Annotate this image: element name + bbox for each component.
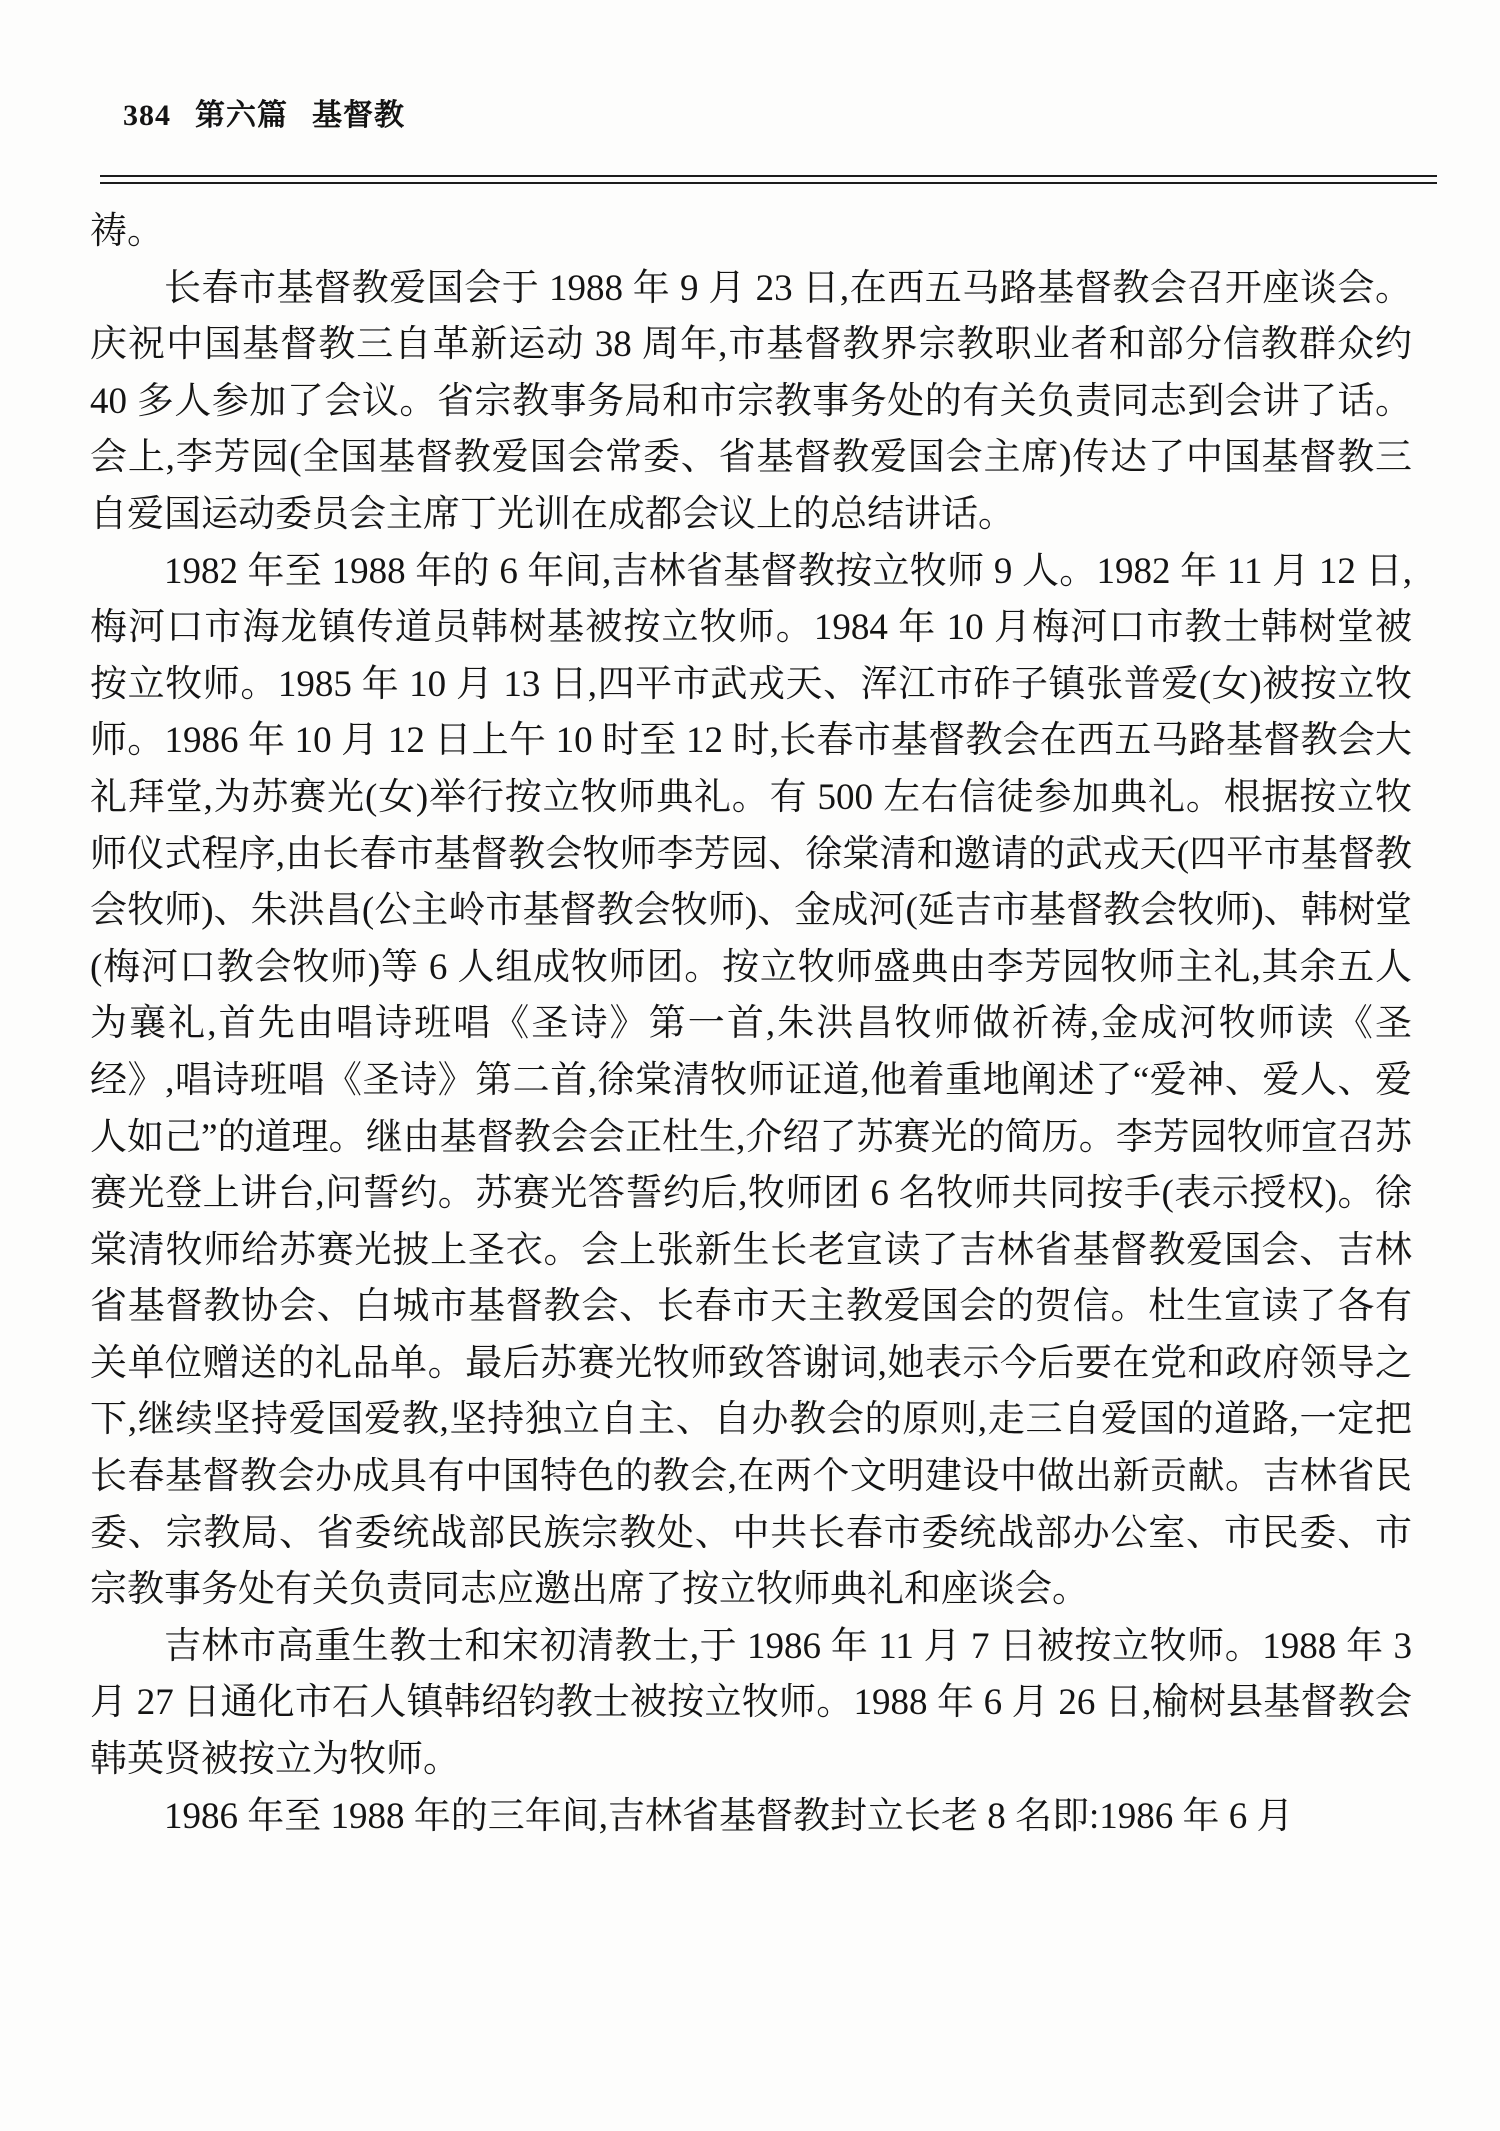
body-paragraph: 长春市基督教爱国会于 1988 年 9 月 23 日,在西五马路基督教会召开座谈会。庆祝中国基督教三自革新运动 38 周年,市基督教界宗教职业者和部分信教群众约 40 多人参加了会议。省宗教事务局和市宗教事务处的有关负责同志到会讲了话。会上,李芳园(全国基督教爱国会常委、省基督教爱国会主席)传达了中国基督教三自爱国运动委员会主席丁光训在成都会议上的总结讲话。 [90, 267, 1412, 535]
page-header [123, 90, 405, 134]
page-number: 384 [123, 99, 171, 132]
body-paragraph: 1982 年至 1988 年的 6 年间,吉林省基督教按立牧师 9 人。1982 年 11 月 12 日,梅河口市海龙镇传道员韩树基被按立牧师。1984 年 10 月梅河口市教士韩树堂被按立牧师。1985 年 10 月 13 日,四平市武戎天、浑江市砟子镇张普爱(女)被按立牧师。1986 年 10 月 12 日上午 10 时至 12 时,长春市基督教会在西五马路基督教会大礼拜堂,为苏赛光(女)举行按立牧师典礼。有 500 左右信徒参加典礼。根据按立牧师仪式程序,由长春市基督教会牧师李芳园、徐棠清和邀请的武戎天(四平市基督教会牧师)、朱洪昌(公主岭市基督教会牧师)、金成河(延吉市基督教会牧师)、韩树堂(梅河口教会牧师)等 6 人组成牧师团。按立牧师盛典由李芳园牧师主礼,其余五人为襄礼,首先由唱诗班唱《圣诗》第一首,朱洪昌牧师做祈祷,金成河牧师读《圣经》,唱诗班唱《圣诗》第二首,徐棠清牧师证道,他着重地阐述了“爱神、爱人、爱人如己”的道理。继由基督教会会正杜生,介绍了苏赛光的简历。李芳园牧师宣召苏赛光登上讲台,问誓约。苏赛光答誓约后,牧师团 6 名牧师共同按手(表示授权)。徐棠清牧师给苏赛光披上圣衣。会上张新生长老宣读了吉林省基督教爱国会、吉林省基督教协会、白城市基督教会、长春市天主教爱国会的贺信。杜生宣读了各有关单位赠送的礼品单。最后苏赛光牧师致答谢词,她表示今后要在党和政府领导之下,继续坚持爱国爱教,坚持独立自主、自办教会的原则,走三自爱国的道路,一定把长春基督教会办成具有中国特色的教会,在两个文明建设中做出新贡献。吉林省民委、宗教局、省委统战部民族宗教处、中共长春市委统战部办公室、市民委、市宗教事务处有关负责同志应邀出席了按立牧师典礼和座谈会。 [90, 550, 1412, 1611]
section-title: 第六篇 [195, 99, 288, 132]
body-paragraph: 吉林市高重生教士和宋初清教士,于 1986 年 11 月 7 日被按立牧师。1988 年 3 月 27 日通化市石人镇韩绍钧教士被按立牧师。1988 年 6 月 26 日,榆树县基督教会韩英贤被按立为牧师。 [90, 1625, 1412, 1781]
header-rule [100, 175, 1437, 184]
chapter-title: 基督教 [312, 99, 405, 132]
page-body [90, 204, 1412, 1845]
body-paragraph: 祷。 [90, 211, 164, 252]
body-paragraph: 1986 年至 1988 年的三年间,吉林省基督教封立长老 8 名即:1986 年 6 月 [164, 1795, 1294, 1837]
